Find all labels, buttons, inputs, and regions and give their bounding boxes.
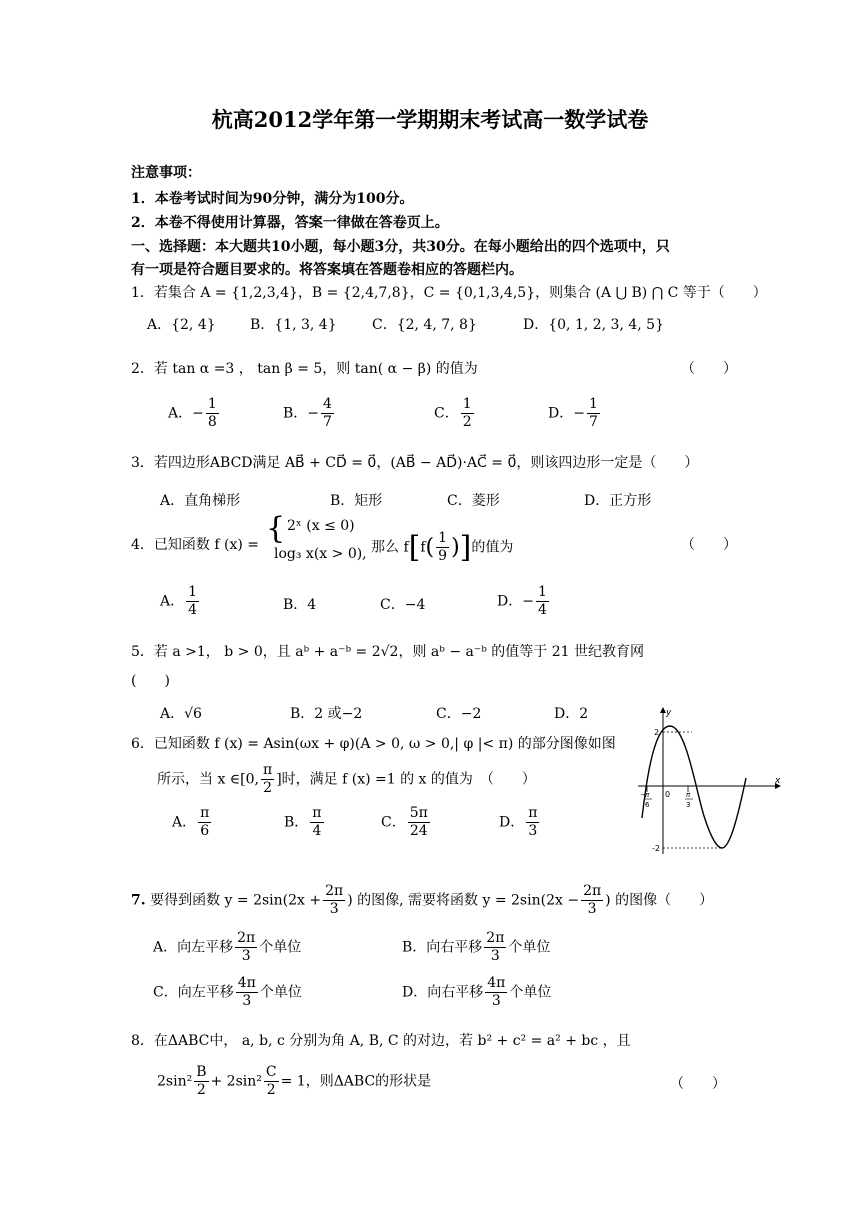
q1-stem: 1．若集合 A = {1,2,3,4}，B = {2,4,7,8}，C = {0,1,3,4,5}，则集合 (A ⋃ B) ⋂ C 等于（ ） <box>131 285 767 301</box>
q8-condition: 2sin² $\frac{B}{2}$ + 2sin² $\frac{C}{2}$ = 1，则ΔABC的形状是 <box>157 1064 432 1098</box>
graph-right-tick-den: 3 <box>686 801 691 809</box>
q7-option-a: A．向左平移 $\frac{2\pi}{3}$ 个单位 <box>153 930 302 964</box>
q4-option-d: D．− $\frac{1}{4}$ <box>497 584 547 618</box>
q3-option-d: D．正方形 <box>584 493 652 509</box>
graph-origin: 0 <box>665 790 671 799</box>
q2-option-c: C． $\frac{1}{2}$ <box>434 396 472 430</box>
q3-stem: 3．若四边形ABCD满足 AB⃗ + CD⃗ = 0⃗，(AB⃗ − AD⃗)·AC⃗ = 0⃗，则该四边形一定是（ ） <box>131 455 699 471</box>
q1-option-a: A．{2, 4} <box>147 317 216 333</box>
notice-heading: 注意事项： <box>131 165 201 181</box>
q5-answer-paren: ( ) <box>131 673 170 689</box>
q5-option-d: D．2 <box>554 706 589 722</box>
graph-left-tick-den: 6 <box>645 801 650 809</box>
q5-option-a: A．√6 <box>160 706 202 722</box>
q5-option-b: B．2 或−2 <box>290 706 363 722</box>
q2-answer-paren: （ ） <box>681 361 737 377</box>
graph-left-tick-num: π <box>645 791 650 799</box>
section-1-intro-cont: 有一项是符合题目要求的。将答案填在答题卷相应的答题栏内。 <box>131 262 523 278</box>
q4-option-b: B．4 <box>283 597 317 613</box>
q3-option-b: B．矩形 <box>330 493 383 509</box>
q7-option-c: C．向左平移 $\frac{4\pi}{3}$ 个单位 <box>153 975 302 1009</box>
q4-option-a: A． $\frac{1}{4}$ <box>160 584 198 618</box>
notice-item-2: 2．本卷不得使用计算器，答案一律做在答卷页上。 <box>131 215 449 231</box>
q4-composite: 那么 f[f( $\frac{1}{9}$ )]的值为 <box>371 530 514 565</box>
q2-option-d: D．− $\frac{1}{7}$ <box>548 396 598 430</box>
q8-answer-paren: （ ） <box>670 1076 726 1092</box>
q6-option-d: D． $\frac{\pi}{3}$ <box>499 805 538 839</box>
graph-y-min: -2 <box>652 844 660 853</box>
q5-stem: 5．若 a >1， b > 0，且 aᵇ + a⁻ᵇ = 2√2，则 aᵇ − a⁻ᵇ 的值等于 21 世纪教育网 <box>131 644 644 660</box>
q6-option-b: B． $\frac{\pi}{4}$ <box>284 805 322 839</box>
graph-y-max: 2 <box>654 728 660 737</box>
q5-option-c: C．−2 <box>436 706 482 722</box>
q2-option-b: B．− $\frac{4}{7}$ <box>283 396 332 430</box>
graph-right-tick-num: π <box>686 791 691 799</box>
q3-option-a: A．直角梯形 <box>160 493 241 509</box>
sine-curve <box>642 726 746 848</box>
q2-option-a: A．− $\frac{1}{8}$ <box>168 396 217 430</box>
q6-option-c: C． $\frac{5\pi}{24}$ <box>381 805 428 839</box>
q4-option-c: C．−4 <box>380 597 426 613</box>
q4-stem-prefix: 4．已知函数 f (x) = <box>131 537 259 553</box>
graph-x-label: x <box>775 776 781 786</box>
q6-stem: 6．已知函数 f (x) = Asin(ωx + φ)(A > 0, ω > 0,| φ |< π) 的部分图像如图 <box>131 736 616 752</box>
graph-left-tick-minus: − <box>640 791 646 799</box>
q6-option-a: A． $\frac{\pi}{6}$ <box>172 805 210 839</box>
page-title: 杭高2012学年第一学期期末考试高一数学试卷 <box>211 107 649 132</box>
q4-case-1: 2ˣ (x ≤ 0) <box>287 518 355 534</box>
q6-stem-cont: 所示，当 x ∈[0, $\frac{\pi}{2}$ ]时，满足 f (x) =1 的 x 的值为 （ ） <box>157 762 536 796</box>
q2-stem: 2．若 tan α =3 ， tan β = 5，则 tan( α − β) 的值为 <box>131 361 478 377</box>
q6-sine-graph <box>634 706 784 858</box>
notice-item-1: 1．本卷考试时间为90分钟，满分为100分。 <box>131 191 414 207</box>
q7-option-d: D．向右平移 $\frac{4\pi}{3}$ 个单位 <box>402 975 552 1009</box>
q1-option-b: B．{1, 3, 4} <box>250 317 337 333</box>
q4-case-2: log₃ x(x > 0), <box>274 546 367 562</box>
q7-option-b: B．向右平移 $\frac{2\pi}{3}$ 个单位 <box>402 930 551 964</box>
q3-option-c: C．菱形 <box>447 493 500 509</box>
section-1-intro: 一、选择题：本大题共10小题，每小题3分，共30分。在每小题给出的四个选项中，只 <box>131 239 670 255</box>
q4-piecewise-brace: { <box>266 511 286 546</box>
q8-stem: 8．在ΔABC中， a, b, c 分别为角 A, B, C 的对边，若 b² + c² = a² + bc ，且 <box>131 1033 631 1049</box>
graph-y-label: y <box>666 708 672 718</box>
q1-option-d: D．{0, 1, 2, 3, 4, 5} <box>523 317 664 333</box>
q7-stem: 7. 要得到函数 y = 2sin(2x + $\frac{2\pi}{3}$ ) 的图像, 需要将函数 y = 2sin(2x − $\frac{2\pi}{3}$ ) 的图像（ ） <box>131 883 714 917</box>
q1-option-c: C．{2, 4, 7, 8} <box>372 317 477 333</box>
q4-answer-paren: （ ） <box>681 537 737 553</box>
